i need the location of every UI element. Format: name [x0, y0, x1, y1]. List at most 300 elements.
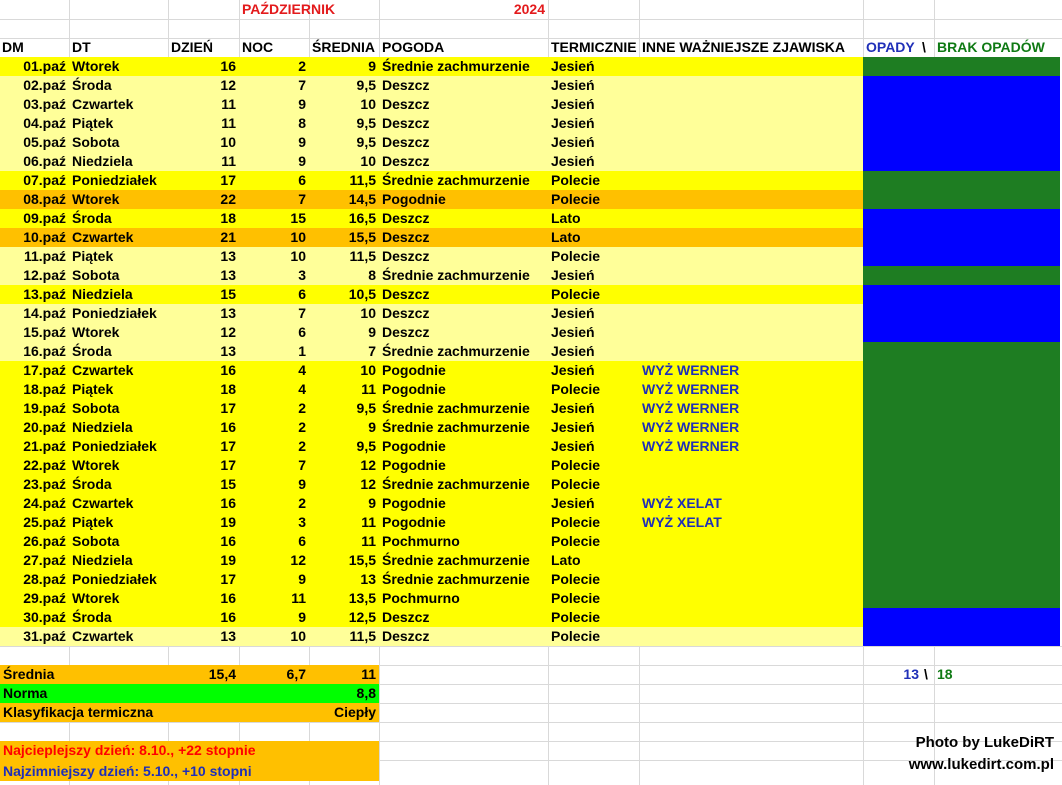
precip-indicator [863, 551, 1060, 570]
cell-dm: 27.paź [23, 552, 66, 568]
cell-termicznie: Jesień [551, 324, 595, 340]
precip-indicator [863, 57, 1060, 76]
cell-dzien: 17 [220, 172, 236, 188]
cell-noc: 9 [298, 476, 306, 492]
cell-inne [639, 551, 863, 570]
cell-srednia: 9 [368, 324, 376, 340]
cell-dzien: 18 [220, 210, 236, 226]
cell-termicznie: Polecie [551, 628, 601, 644]
cell-dt: Środa [72, 343, 112, 359]
cell-noc: 9 [298, 571, 306, 587]
cell-srednia: 13 [360, 571, 376, 587]
cell-dzien: 12 [220, 77, 236, 93]
coldest-day: Najzimniejszy dzień: 5.10., +10 stopni [3, 763, 252, 779]
cell-inne [639, 209, 863, 228]
opady-count: 13 [903, 666, 919, 682]
cell-termicznie: Jesień [551, 58, 595, 74]
cell-dt: Sobota [72, 533, 120, 549]
cell-inne [639, 589, 863, 608]
cell-dt: Sobota [72, 134, 120, 150]
cell-termicznie: Polecie [551, 381, 601, 397]
cell-termicznie: Jesień [551, 134, 595, 150]
cell-srednia: 10,5 [348, 286, 376, 302]
cell-dm: 26.paź [23, 533, 66, 549]
cell-pogoda: Pogodnie [382, 514, 446, 530]
cell-dt: Wtorek [72, 191, 120, 207]
avg-mean: 11 [361, 666, 376, 682]
cell-pogoda: Średnie zachmurzenie [382, 571, 530, 587]
cell-srednia: 14,5 [348, 191, 376, 207]
avg-night: 6,7 [286, 666, 306, 682]
cell-noc: 10 [290, 248, 306, 264]
cell-dzien: 17 [220, 438, 236, 454]
cell-termicznie: Jesień [551, 343, 595, 359]
cell-dm: 20.paź [23, 419, 66, 435]
cell-dm: 18.paź [23, 381, 66, 397]
cell-noc: 2 [298, 58, 306, 74]
cell-termicznie: Polecie [551, 571, 601, 587]
cell-termicznie: Jesień [551, 267, 595, 283]
precip-indicator [863, 513, 1060, 532]
cell-dm: 25.paź [23, 514, 66, 530]
cell-srednia: 9,5 [356, 115, 376, 131]
cell-srednia: 10 [360, 362, 376, 378]
cell-dm: 01.paź [23, 58, 66, 74]
cell-inne: WYŻ WERNER [642, 362, 740, 378]
cell-inne [639, 171, 863, 190]
cell-srednia: 11,5 [349, 248, 376, 264]
cell-pogoda: Pogodnie [382, 457, 446, 473]
norm-label: Norma [3, 685, 48, 701]
precip-indicator [863, 627, 1060, 646]
cell-dzien: 16 [220, 419, 236, 435]
precip-indicator [863, 95, 1060, 114]
cell-dm: 15.paź [23, 324, 66, 340]
cell-dzien: 11 [221, 153, 236, 169]
cell-dt: Niedziela [72, 419, 133, 435]
cell-dzien: 16 [220, 58, 236, 74]
cell-inne [639, 627, 863, 646]
avg-label: Średnia [3, 666, 55, 682]
cell-srednia: 7 [368, 343, 376, 359]
precip-indicator [863, 608, 1060, 627]
cell-noc: 6 [298, 533, 306, 549]
cell-pogoda: Średnie zachmurzenie [382, 267, 530, 283]
cell-dzien: 16 [220, 495, 236, 511]
cell-noc: 2 [298, 400, 306, 416]
cell-dzien: 22 [220, 191, 236, 207]
cell-dzien: 13 [220, 267, 236, 283]
class-label: Klasyfikacja termiczna [3, 704, 154, 720]
cell-noc: 9 [298, 609, 306, 625]
cell-dzien: 17 [220, 571, 236, 587]
cell-pogoda: Średnie zachmurzenie [382, 343, 530, 359]
cell-dt: Czwartek [72, 495, 134, 511]
cell-noc: 7 [298, 191, 306, 207]
cell-dt: Piątek [72, 381, 114, 397]
cell-inne [639, 608, 863, 627]
cell-termicznie: Polecie [551, 533, 601, 549]
cell-dt: Sobota [72, 400, 120, 416]
cell-noc: 6 [298, 172, 306, 188]
cell-termicznie: Polecie [551, 248, 601, 264]
cell-dt: Piątek [72, 514, 114, 530]
cell-termicznie: Jesień [551, 96, 595, 112]
cell-dm: 22.paź [23, 457, 66, 473]
precip-indicator [863, 418, 1060, 437]
cell-termicznie: Jesień [551, 77, 595, 93]
cell-dm: 02.paź [23, 77, 66, 93]
precip-indicator [863, 114, 1060, 133]
precip-indicator [863, 266, 1060, 285]
cell-dzien: 15 [220, 286, 236, 302]
cell-termicznie: Polecie [551, 476, 601, 492]
cell-dzien: 16 [220, 609, 236, 625]
cell-dm: 11.paź [23, 248, 66, 264]
cell-termicznie: Jesień [551, 438, 595, 454]
cell-dm: 24.paź [23, 495, 66, 511]
cell-dzien: 13 [220, 305, 236, 321]
cell-srednia: 11,5 [349, 172, 376, 188]
cell-inne [639, 247, 863, 266]
col-header-separator: \ [922, 39, 926, 55]
precip-indicator [863, 152, 1060, 171]
precip-indicator [863, 380, 1060, 399]
cell-dzien: 17 [220, 457, 236, 473]
photo-credit: Photo by LukeDiRT [915, 734, 1054, 751]
avg-day: 15,4 [208, 666, 236, 682]
cell-pogoda: Pogodnie [382, 362, 446, 378]
cell-dzien: 13 [220, 343, 236, 359]
cell-srednia: 12 [360, 457, 376, 473]
cell-dm: 06.paź [23, 153, 66, 169]
precip-indicator [863, 76, 1060, 95]
cell-termicznie: Lato [551, 210, 581, 226]
cell-inne [639, 456, 863, 475]
cell-dt: Czwartek [72, 362, 134, 378]
cell-noc: 7 [298, 457, 306, 473]
precip-indicator [863, 323, 1060, 342]
col-header-noc: NOC [242, 39, 274, 55]
cell-noc: 1 [298, 343, 306, 359]
count-separator: \ [924, 666, 928, 682]
cell-termicznie: Jesień [551, 153, 595, 169]
norm-value: 8,8 [356, 685, 376, 701]
cell-noc: 9 [298, 153, 306, 169]
cell-pogoda: Średnie zachmurzenie [382, 419, 530, 435]
cell-pogoda: Deszcz [382, 134, 430, 150]
cell-dt: Środa [72, 210, 112, 226]
cell-dm: 19.paź [23, 400, 66, 416]
cell-pogoda: Deszcz [382, 305, 430, 321]
precip-indicator [863, 285, 1060, 304]
cell-srednia: 10 [360, 96, 376, 112]
cell-termicznie: Polecie [551, 457, 601, 473]
cell-termicznie: Jesień [551, 400, 595, 416]
cell-inne [639, 133, 863, 152]
cell-dm: 16.paź [23, 343, 66, 359]
cell-dm: 10.paź [23, 229, 66, 245]
cell-pogoda: Deszcz [382, 77, 430, 93]
precip-indicator [863, 532, 1060, 551]
site-credit: www.lukedirt.com.pl [908, 756, 1054, 773]
cell-inne [639, 76, 863, 95]
cell-pogoda: Deszcz [382, 286, 430, 302]
cell-dzien: 13 [220, 248, 236, 264]
cell-srednia: 16,5 [348, 210, 376, 226]
cell-termicznie: Polecie [551, 286, 601, 302]
cell-dt: Poniedziałek [72, 305, 157, 321]
precip-indicator [863, 171, 1060, 190]
cell-dm: 29.paź [23, 590, 66, 606]
cell-dm: 05.paź [23, 134, 66, 150]
cell-srednia: 9 [368, 419, 376, 435]
cell-dt: Środa [72, 77, 112, 93]
cell-dm: 17.paź [23, 362, 66, 378]
cell-termicznie: Jesień [551, 115, 595, 131]
precip-indicator [863, 399, 1060, 418]
precip-indicator [863, 494, 1060, 513]
cell-noc: 9 [298, 96, 306, 112]
col-header-opady: OPADY [866, 39, 915, 55]
cell-noc: 4 [298, 362, 306, 378]
cell-inne [639, 570, 863, 589]
cell-noc: 10 [290, 628, 306, 644]
cell-pogoda: Pogodnie [382, 495, 446, 511]
col-header-inne: INNE WAŻNIEJSZE ZJAWISKA [642, 39, 846, 55]
cell-srednia: 15,5 [348, 229, 376, 245]
cell-noc: 4 [298, 381, 306, 397]
cell-srednia: 9 [368, 58, 376, 74]
precip-indicator [863, 209, 1060, 228]
cell-dt: Środa [72, 476, 112, 492]
cell-pogoda: Deszcz [382, 248, 430, 264]
precip-indicator [863, 456, 1060, 475]
precip-indicator [863, 361, 1060, 380]
cell-srednia: 11,5 [349, 628, 376, 644]
cell-pogoda: Deszcz [382, 115, 430, 131]
cell-termicznie: Lato [551, 229, 581, 245]
cell-termicznie: Polecie [551, 172, 601, 188]
cell-dzien: 19 [220, 514, 236, 530]
cell-dm: 30.paź [23, 609, 66, 625]
cell-pogoda: Deszcz [382, 210, 430, 226]
cell-inne [639, 190, 863, 209]
cell-noc: 11 [291, 590, 306, 606]
cell-dzien: 16 [220, 590, 236, 606]
cell-dzien: 21 [220, 229, 236, 245]
col-header-brak: BRAK OPADÓW [937, 39, 1045, 55]
class-value: Ciepły [333, 704, 376, 720]
cell-srednia: 12 [360, 476, 376, 492]
cell-dm: 23.paź [23, 476, 66, 492]
cell-dt: Niedziela [72, 286, 133, 302]
cell-dt: Piątek [72, 248, 114, 264]
year-title: 2024 [513, 1, 545, 17]
precip-indicator [863, 589, 1060, 608]
cell-noc: 2 [298, 495, 306, 511]
cell-dt: Wtorek [72, 457, 120, 473]
cell-noc: 9 [298, 134, 306, 150]
cell-pogoda: Pogodnie [382, 381, 446, 397]
cell-pogoda: Deszcz [382, 153, 430, 169]
month-title: PAŹDZIERNIK [242, 1, 336, 17]
cell-dzien: 11 [221, 96, 236, 112]
cell-inne: WYŻ WERNER [642, 419, 740, 435]
cell-srednia: 12,5 [348, 609, 376, 625]
cell-srednia: 11 [361, 381, 376, 397]
cell-srednia: 13,5 [348, 590, 376, 606]
cell-pogoda: Pogodnie [382, 438, 446, 454]
cell-noc: 3 [298, 514, 306, 530]
cell-noc: 2 [298, 438, 306, 454]
cell-noc: 6 [298, 324, 306, 340]
cell-dt: Wtorek [72, 58, 120, 74]
cell-noc: 6 [298, 286, 306, 302]
cell-dm: 21.paź [23, 438, 66, 454]
cell-srednia: 9,5 [356, 134, 376, 150]
precip-indicator [863, 437, 1060, 456]
cell-srednia: 15,5 [348, 552, 376, 568]
cell-inne [639, 114, 863, 133]
cell-dzien: 16 [220, 362, 236, 378]
cell-dt: Wtorek [72, 324, 120, 340]
precip-indicator [863, 133, 1060, 152]
cell-inne [639, 342, 863, 361]
col-header-termicznie: TERMICZNIE [551, 39, 637, 55]
cell-inne: WYŻ WERNER [642, 400, 740, 416]
cell-inne [639, 95, 863, 114]
cell-pogoda: Deszcz [382, 229, 430, 245]
cell-termicznie: Jesień [551, 495, 595, 511]
cell-dzien: 15 [220, 476, 236, 492]
warmest-day: Najcieplejszy dzień: 8.10., +22 stopnie [3, 742, 256, 758]
precip-indicator [863, 304, 1060, 323]
cell-termicznie: Lato [551, 552, 581, 568]
cell-dt: Poniedziałek [72, 438, 157, 454]
cell-inne [639, 532, 863, 551]
brak-count: 18 [937, 666, 953, 682]
cell-noc: 12 [290, 552, 306, 568]
cell-dt: Czwartek [72, 628, 134, 644]
cell-noc: 15 [290, 210, 306, 226]
precip-indicator [863, 247, 1060, 266]
cell-dm: 14.paź [23, 305, 66, 321]
cell-dm: 28.paź [23, 571, 66, 587]
cell-termicznie: Polecie [551, 514, 601, 530]
cell-noc: 10 [290, 229, 306, 245]
cell-dt: Poniedziałek [72, 172, 157, 188]
cell-inne: WYŻ XELAT [642, 495, 722, 511]
col-header-dzien: DZIEŃ [171, 39, 213, 55]
cell-dzien: 11 [221, 115, 236, 131]
cell-dm: 12.paź [23, 267, 66, 283]
cell-dzien: 13 [220, 628, 236, 644]
cell-pogoda: Deszcz [382, 324, 430, 340]
cell-inne: WYŻ WERNER [642, 381, 740, 397]
cell-dt: Środa [72, 609, 112, 625]
cell-inne [639, 228, 863, 247]
cell-dm: 08.paź [23, 191, 66, 207]
cell-dzien: 19 [220, 552, 236, 568]
cell-srednia: 11 [361, 533, 376, 549]
cell-pogoda: Średnie zachmurzenie [382, 172, 530, 188]
cell-srednia: 10 [360, 153, 376, 169]
cell-termicznie: Polecie [551, 191, 601, 207]
cell-srednia: 9,5 [356, 438, 376, 454]
cell-termicznie: Jesień [551, 419, 595, 435]
cell-dm: 07.paź [23, 172, 66, 188]
col-header-pogoda: POGODA [382, 39, 445, 55]
cell-srednia: 8 [368, 267, 376, 283]
precip-indicator [863, 228, 1060, 247]
cell-termicznie: Polecie [551, 609, 601, 625]
cell-dzien: 10 [220, 134, 236, 150]
cell-termicznie: Jesień [551, 305, 595, 321]
cell-srednia: 11 [361, 514, 376, 530]
cell-dt: Piątek [72, 115, 114, 131]
precip-indicator [863, 570, 1060, 589]
cell-dm: 09.paź [23, 210, 66, 226]
cell-dt: Poniedziałek [72, 571, 157, 587]
cell-dt: Czwartek [72, 229, 134, 245]
cell-dt: Niedziela [72, 153, 133, 169]
cell-dzien: 12 [220, 324, 236, 340]
cell-inne [639, 323, 863, 342]
cell-noc: 7 [298, 77, 306, 93]
cell-pogoda: Deszcz [382, 628, 430, 644]
cell-pogoda: Średnie zachmurzenie [382, 400, 530, 416]
cell-inne [639, 57, 863, 76]
cell-pogoda: Średnie zachmurzenie [382, 552, 530, 568]
cell-dm: 31.paź [23, 628, 66, 644]
cell-pogoda: Deszcz [382, 96, 430, 112]
cell-termicznie: Polecie [551, 590, 601, 606]
cell-dt: Sobota [72, 267, 120, 283]
cell-noc: 3 [298, 267, 306, 283]
cell-dt: Czwartek [72, 96, 134, 112]
cell-termicznie: Jesień [551, 362, 595, 378]
cell-dt: Wtorek [72, 590, 120, 606]
cell-noc: 8 [298, 115, 306, 131]
precip-indicator [863, 475, 1060, 494]
cell-noc: 7 [298, 305, 306, 321]
cell-pogoda: Pochmurno [382, 590, 460, 606]
cell-inne [639, 475, 863, 494]
cell-inne [639, 285, 863, 304]
cell-inne [639, 304, 863, 323]
cell-pogoda: Średnie zachmurzenie [382, 476, 530, 492]
cell-srednia: 9,5 [356, 77, 376, 93]
cell-dzien: 17 [220, 400, 236, 416]
precip-indicator [863, 190, 1060, 209]
cell-pogoda: Pogodnie [382, 191, 446, 207]
cell-inne: WYŻ WERNER [642, 438, 740, 454]
cell-pogoda: Pochmurno [382, 533, 460, 549]
col-header-srednia: ŚREDNIA [312, 39, 376, 55]
cell-pogoda: Deszcz [382, 609, 430, 625]
col-header-dm: DM [2, 39, 24, 55]
cell-dm: 04.paź [23, 115, 66, 131]
cell-inne [639, 266, 863, 285]
precip-indicator [863, 342, 1060, 361]
cell-inne: WYŻ XELAT [642, 514, 722, 530]
cell-dzien: 18 [220, 381, 236, 397]
cell-srednia: 10 [360, 305, 376, 321]
cell-dzien: 16 [220, 533, 236, 549]
col-header-dt: DT [72, 39, 91, 55]
cell-dm: 13.paź [23, 286, 66, 302]
